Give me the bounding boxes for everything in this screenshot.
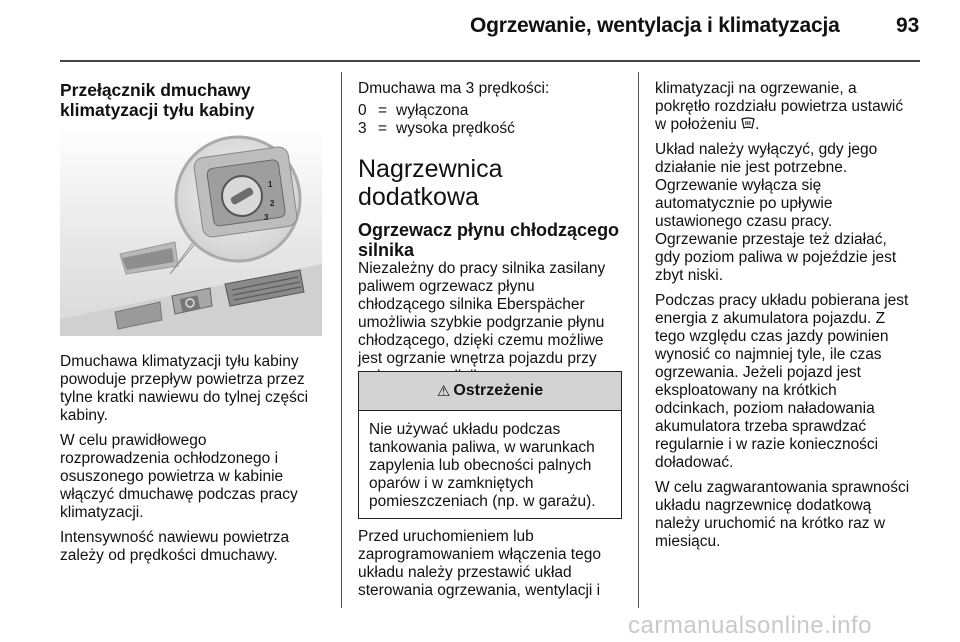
dial-label-1: 1 bbox=[268, 180, 273, 189]
column-divider bbox=[341, 72, 342, 608]
column-1 bbox=[60, 80, 325, 120]
paragraph: Niezależny do pracy silnika zasilany paliwem ogrzewacz płynu chłodzącego silnika Eberspächer umożliwia szybkie podgrzanie płynu chłodzącego, dzięki czemu możliwe jest ogrzanie wnętrza pojazdu przy bbox=[358, 260, 606, 367]
warning-title: Ostrzeżenie bbox=[453, 382, 544, 399]
warning-box bbox=[358, 371, 622, 519]
warning-header bbox=[359, 372, 621, 411]
column-divider bbox=[638, 72, 639, 608]
dial-label-2: 2 bbox=[270, 199, 275, 208]
paragraph: Intensywność nawiewu powietrza zależy od prędkości dmuchawy. bbox=[60, 529, 290, 564]
rear-blower-switch-photo bbox=[60, 124, 322, 336]
column-2-bottom bbox=[358, 528, 628, 607]
warning-text: Nie używać układu podczas tankowania paliwa, w warunkach zapylenia lub obecności palnych oparów i w zamkniętych pomieszczeniach (np. w garażu). bbox=[369, 421, 596, 510]
sub-heading: Ogrzewacz płynu chłodzącego silnika bbox=[358, 220, 620, 260]
column-1-text bbox=[60, 353, 330, 572]
paragraph: klimatyzacji na ogrzewanie, a pokrętło rozdziału powietrza ustawić w położeniu . bbox=[655, 80, 904, 133]
page-header-title: Ogrzewanie, wentylacja i klimatyzacja bbox=[470, 14, 840, 37]
speeds-intro: Dmuchawa ma 3 prędkości: bbox=[358, 80, 550, 97]
section-title: Nagrzewnica dodatkowa bbox=[358, 155, 503, 211]
column-2 bbox=[358, 80, 628, 393]
paragraph: Przed uruchomieniem lub zaprogramowaniem włączenia tego układu należy przestawić układ sterowania ogrzewania, wentylacji i bbox=[358, 528, 601, 599]
paragraph: W celu zagwarantowania sprawności układu nagrzewnicę dodatkową należy uruchomić na krótko raz w miesiącu. bbox=[655, 479, 910, 550]
speed-row: 0 = wyłączona bbox=[358, 102, 469, 119]
warning-triangle-icon: ⚠ bbox=[436, 383, 451, 400]
paragraph: Dmuchawa klimatyzacji tyłu kabiny powoduje przepływ powietrza przez tylne kratki nawiewu do tylnej części kabiny. bbox=[60, 353, 309, 424]
paragraph: W celu prawidłowego rozprowadzenia ochłodzonego i osuszonego powietrza w kabinie włączyć dmuchawę podczas pracy klimatyzacji. bbox=[60, 432, 298, 521]
page-number: 93 bbox=[896, 14, 920, 37]
paragraph: Podczas pracy układu pobierana jest energia z akumulatora pojazdu. Z tego względu czas jazdy powinien wynosić co najmniej tyle, ile czas ogrzewania. Jeżeli pojazd jest eksploatowany na krótkich odcinkach, poziom naładowania akumulatora trzeba sprawdzać regularnie i w razie konieczności doładować. bbox=[655, 292, 909, 471]
speed-row: 3 = wysoka prędkość bbox=[358, 120, 515, 137]
dial-label-3: 3 bbox=[264, 213, 269, 222]
windshield-defrost-icon bbox=[741, 117, 755, 130]
watermark: carmanualsonline.info bbox=[628, 612, 872, 639]
paragraph: Układ należy wyłączyć, gdy jego działanie nie jest potrzebne. Ogrzewanie wyłącza się automatycznie po upływie ustawionego czasu pracy. Ogrzewanie przestaje też działać, gdy poziom paliwa w pojeździe jest zbyt niski. bbox=[655, 141, 897, 284]
header-divider bbox=[60, 60, 920, 62]
section-heading-rear-blower: Przełącznik dmuchawy klimatyzacji tyłu kabiny bbox=[60, 80, 255, 120]
column-3 bbox=[655, 80, 923, 558]
